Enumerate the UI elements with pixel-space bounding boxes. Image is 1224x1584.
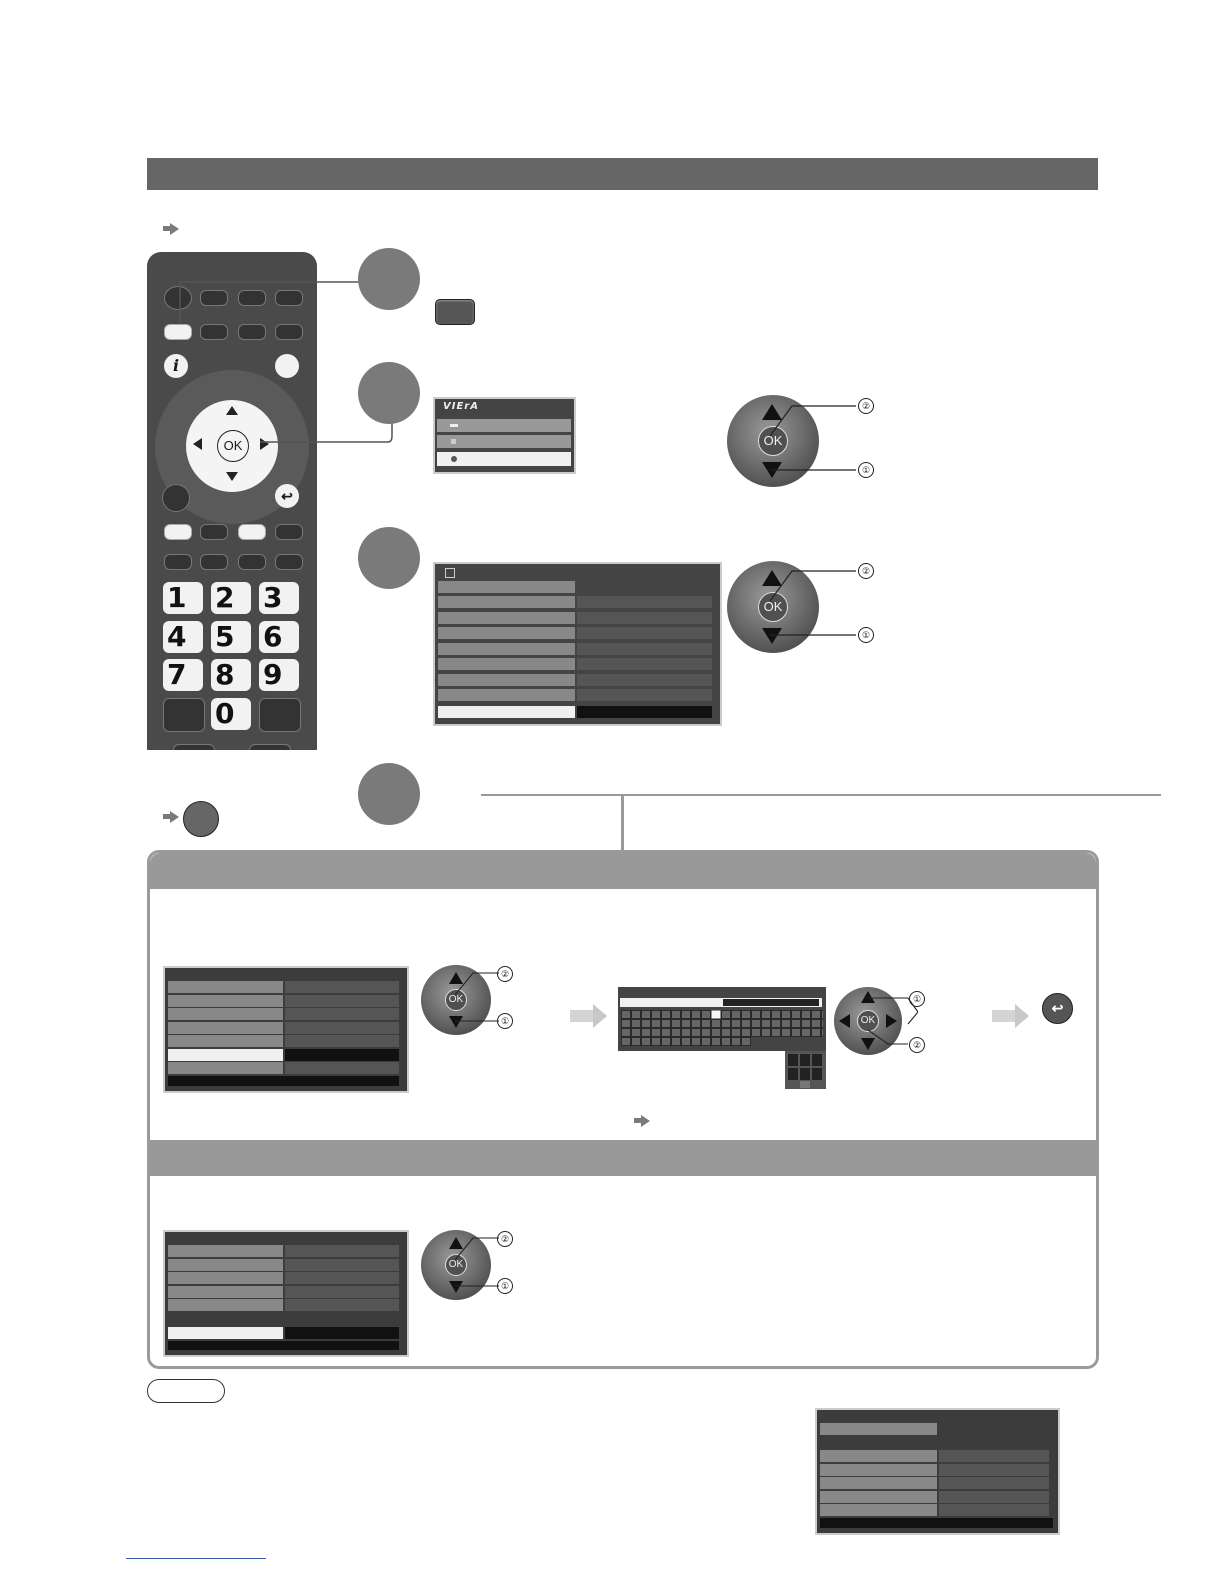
- submenu-row[interactable]: [168, 1035, 283, 1047]
- arrow-right-icon: [163, 223, 179, 235]
- step-marker-2: ②: [909, 1037, 925, 1053]
- submenu-row[interactable]: [168, 1022, 283, 1034]
- step-marker-1: ①: [858, 462, 874, 478]
- menu-row[interactable]: [437, 435, 571, 448]
- submenu-row[interactable]: [168, 1259, 283, 1271]
- flow-arrow: [570, 1010, 594, 1022]
- setup-row[interactable]: [438, 674, 575, 686]
- remote-button[interactable]: [249, 744, 291, 750]
- panel-header-1: [150, 853, 1096, 889]
- setup-row[interactable]: [438, 658, 575, 670]
- example-menu: [815, 1408, 1060, 1535]
- keypad-mini: [785, 1051, 826, 1089]
- remote-button[interactable]: [259, 698, 301, 732]
- step-marker-1: ①: [858, 627, 874, 643]
- setup-row-selected[interactable]: [438, 706, 575, 718]
- step-circle-4: [358, 763, 420, 825]
- setup-icon: [445, 568, 455, 578]
- submenu-row[interactable]: [168, 1008, 283, 1020]
- remote-button[interactable]: [163, 698, 205, 732]
- flow-arrow-head: [593, 1004, 607, 1028]
- step-marker-2: ②: [497, 1231, 513, 1247]
- ok-button[interactable]: OK: [445, 989, 467, 1011]
- number-key-0[interactable]: 0: [211, 698, 251, 730]
- branch-line: [621, 796, 624, 850]
- submenu-row[interactable]: [168, 1245, 283, 1257]
- setup-menu: [433, 562, 722, 726]
- submenu-row-selected[interactable]: [168, 1049, 283, 1061]
- menu-row: [820, 1423, 937, 1435]
- panel-header-2: [150, 1140, 1096, 1176]
- ok-button[interactable]: OK: [217, 430, 249, 462]
- arrow-right-icon: [163, 811, 179, 823]
- ok-button[interactable]: OK: [857, 1010, 879, 1032]
- submenu-row[interactable]: [168, 981, 283, 993]
- remote-button[interactable]: [164, 554, 192, 570]
- viera-logo: VIErA: [443, 401, 479, 412]
- left-arrow-icon[interactable]: [839, 1014, 850, 1028]
- viera-main-menu: [433, 397, 576, 474]
- ok-button[interactable]: OK: [758, 426, 788, 456]
- number-key-3[interactable]: 3: [259, 582, 299, 614]
- menu-button-icon: [435, 299, 475, 325]
- callout-lines: [770, 398, 860, 478]
- submenu-row[interactable]: [168, 1286, 283, 1298]
- remote-button[interactable]: [173, 744, 215, 750]
- section-title-bar: [147, 158, 1098, 190]
- menu-row-selected[interactable]: [437, 452, 571, 466]
- arrow-right-icon: [634, 1115, 650, 1127]
- step-marker-1: ①: [497, 1278, 513, 1294]
- setup-icon: [451, 456, 457, 462]
- setup-row[interactable]: [438, 612, 575, 624]
- ok-button[interactable]: OK: [758, 592, 788, 622]
- menu-row: [820, 1491, 937, 1503]
- menu-row: [820, 1464, 937, 1476]
- number-key-9[interactable]: 9: [259, 659, 299, 691]
- color-button[interactable]: [275, 524, 303, 540]
- setup-row[interactable]: [438, 627, 575, 639]
- step-marker-2: ②: [497, 966, 513, 982]
- number-key-7[interactable]: 7: [163, 659, 203, 691]
- submenu: [163, 1230, 409, 1357]
- menu-row: [820, 1477, 937, 1489]
- return-icon: ↩: [1042, 993, 1073, 1024]
- exit-button-icon: [183, 801, 219, 837]
- step-marker-2: ②: [858, 398, 874, 414]
- sound-icon: [451, 439, 456, 444]
- submenu-row[interactable]: [168, 995, 283, 1007]
- picture-icon: [450, 424, 458, 427]
- step-marker-1: ①: [909, 991, 925, 1007]
- flow-arrow: [992, 1010, 1016, 1022]
- submenu-row[interactable]: [168, 1272, 283, 1284]
- link-underline: [126, 1558, 266, 1559]
- branch-line: [481, 794, 1161, 796]
- menu-row: [820, 1504, 937, 1516]
- return-button[interactable]: ↩: [275, 484, 299, 508]
- option-button[interactable]: [162, 484, 190, 512]
- menu-row: [820, 1450, 937, 1462]
- setup-row[interactable]: [438, 596, 575, 608]
- number-key-8[interactable]: 8: [211, 659, 251, 691]
- remote-button[interactable]: [200, 554, 228, 570]
- step-circle-1: [358, 248, 420, 310]
- number-key-2[interactable]: 2: [211, 582, 251, 614]
- info-button[interactable]: i: [164, 354, 188, 378]
- character-grid[interactable]: [621, 1010, 823, 1048]
- step-marker-1: ①: [497, 1013, 513, 1029]
- color-button[interactable]: [238, 524, 266, 540]
- number-key-5[interactable]: 5: [211, 621, 251, 653]
- setup-row[interactable]: [438, 689, 575, 701]
- submenu-row[interactable]: [168, 1062, 283, 1074]
- remote-button[interactable]: [238, 554, 266, 570]
- remote-button[interactable]: [275, 554, 303, 570]
- callout-lines: [770, 563, 860, 643]
- note-badge: [147, 1379, 225, 1403]
- step-marker-2: ②: [858, 563, 874, 579]
- setup-row[interactable]: [438, 581, 575, 593]
- submenu-row[interactable]: [168, 1299, 283, 1311]
- down-arrow-icon[interactable]: [226, 472, 238, 481]
- color-button[interactable]: [200, 524, 228, 540]
- number-key-4[interactable]: 4: [163, 621, 203, 653]
- submenu: [163, 966, 409, 1093]
- flow-arrow-head: [1015, 1004, 1029, 1028]
- number-key-6[interactable]: 6: [259, 621, 299, 653]
- step-circle-2: [358, 362, 420, 424]
- step-circle-3: [358, 527, 420, 589]
- setup-row[interactable]: [438, 643, 575, 655]
- ok-button[interactable]: OK: [445, 1254, 467, 1276]
- number-key-1[interactable]: 1: [163, 582, 203, 614]
- color-button[interactable]: [164, 524, 192, 540]
- character-input-screen: [618, 987, 826, 1051]
- submenu-row-selected[interactable]: [168, 1327, 283, 1339]
